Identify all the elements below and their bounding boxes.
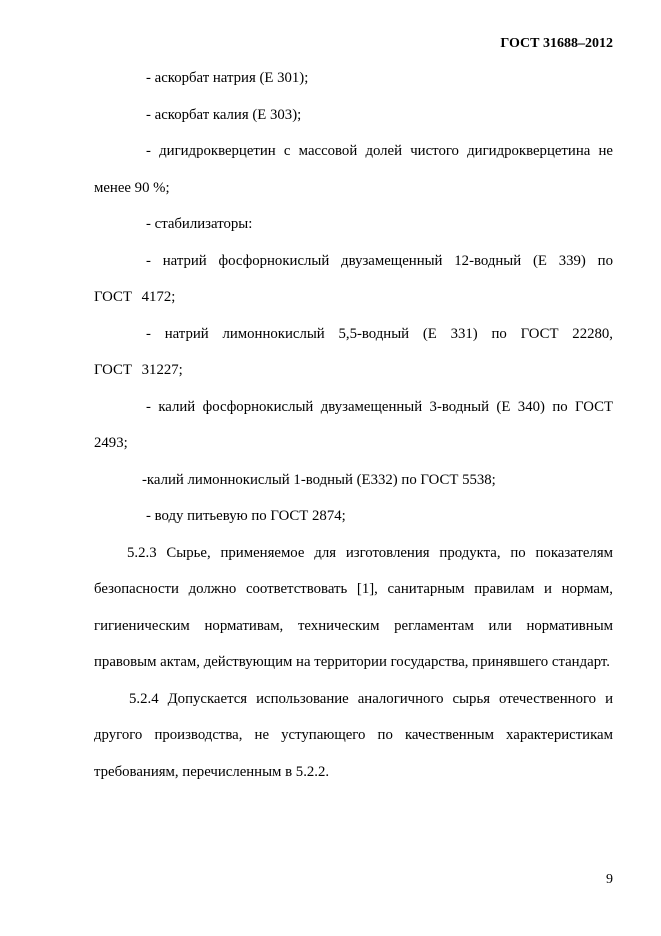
list-item: - аскорбат натрия (Е 301); [146,70,309,86]
clause-paragraph: 5.2.3 Сырье, применяемое для изготовления продукта, по показателям безопасности должно соответствовать [1], санитарным правилам и нормам, гигиеническим нормативам, техническим регламентам или нормативным правовым актам, действующим на территории государства, принявшего стандарт. [94,544,613,670]
list-item: - воду питьевую по ГОСТ 2874; [146,508,346,524]
list-item: - натрий лимоннокислый 5,5-водный (Е 331) по ГОСТ 22280, ГОСТ 31227; [94,325,613,378]
list-item: - дигидрокверцетин с массовой долей чистого дигидрокверцетина не менее 90 %; [94,143,613,196]
list-item: -калий лимоннокислый 1-водный (Е332) по ГОСТ 5538; [142,471,496,488]
document-body [94,60,613,790]
list-item: - калий фосфорнокислый двузамещенный 3-водный (Е 340) по ГОСТ 2493; [94,398,613,451]
list-item: - натрий фосфорнокислый двузамещенный 12-водный (Е 339) по ГОСТ 4172; [94,252,613,305]
page-number: 9 [606,872,613,887]
list-item: - стабилизаторы: [146,216,253,232]
document-header: ГОСТ 31688–2012 [500,36,613,51]
list-item: - аскорбат калия (Е 303); [146,106,302,123]
clause-paragraph: 5.2.4 Допускается использование аналогичного сырья отечественного и другого производства, не уступающего по качественным характеристикам требованиям, перечисленным в 5.2.2. [94,690,613,780]
